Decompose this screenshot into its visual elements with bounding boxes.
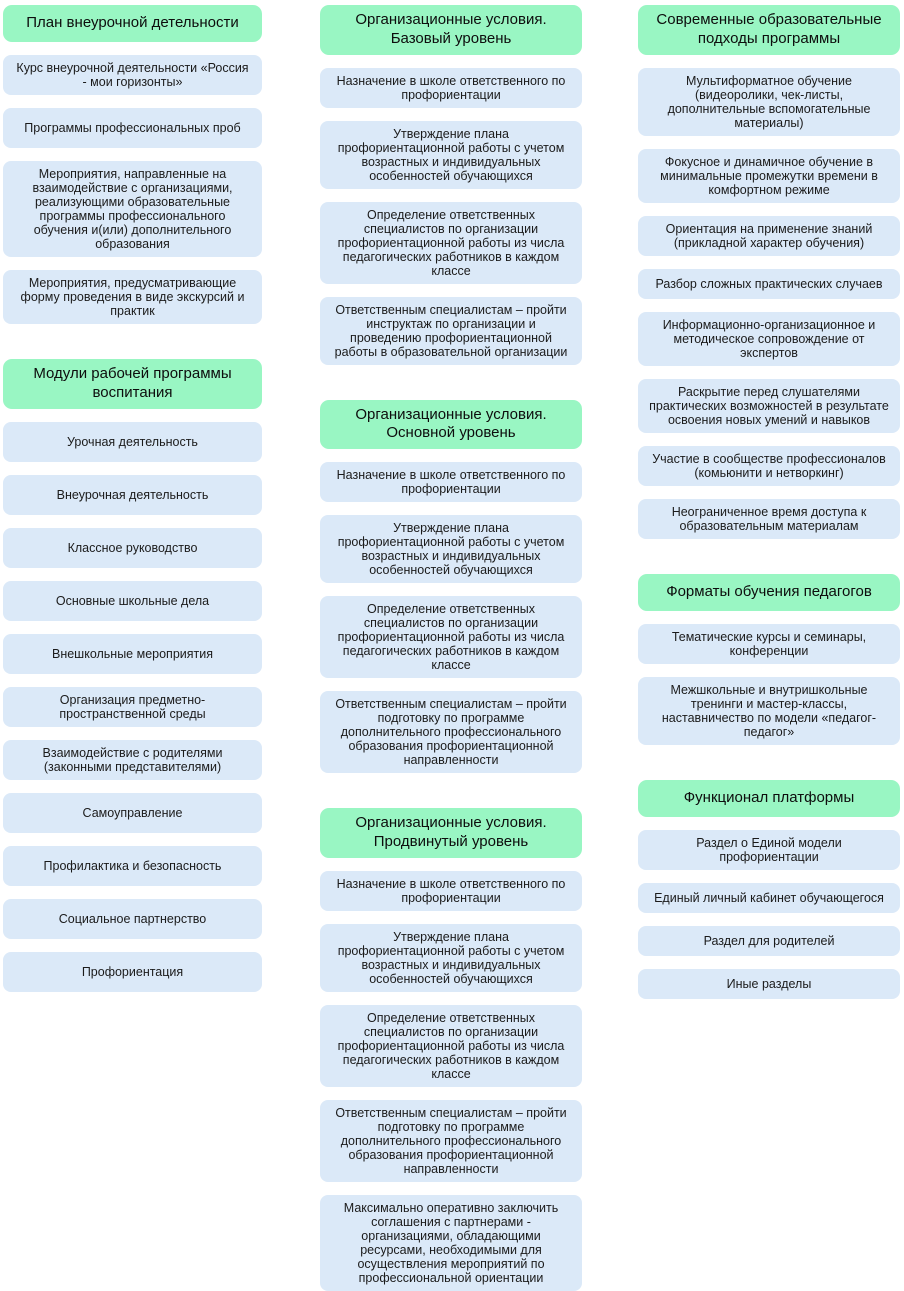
card: Раскрытие перед слушателями практических возможностей в результате освоения новых умений и навыков (638, 379, 900, 433)
section-header: Форматы обучения педагогов (638, 574, 900, 611)
card: Ответственным специалистам – пройти подготовку по программе дополнительного профессионального образования профориентационной направленности (320, 691, 582, 773)
card: Профилактика и безопасность (3, 846, 262, 886)
card: Раздел для родителей (638, 926, 900, 956)
section-approaches-formats-platform-2 (638, 780, 900, 999)
card: Самоуправление (3, 793, 262, 833)
card: Определение ответственных специалистов по организации профориентационной работы из числа педагогических работников в каждом классе (320, 202, 582, 284)
section-header: Организационные условия. Продвинутый уровень (320, 808, 582, 858)
card: Межшкольные и внутришкольные тренинги и мастер-классы, наставничество по модели «педагог-педагог» (638, 677, 900, 745)
section-header: Функционал платформы (638, 780, 900, 817)
card: Мультиформатное обучение (видеоролики, чек-листы, дополнительные вспомогательные материалы) (638, 68, 900, 136)
card: Иные разделы (638, 969, 900, 999)
section-plan-and-modules-1 (3, 359, 262, 992)
column-approaches-formats-platform (638, 5, 900, 999)
card: Участие в сообществе профессионалов (комьюнити и нетворкинг) (638, 446, 900, 486)
card: Ориентация на применение знаний (прикладной характер обучения) (638, 216, 900, 256)
section-organizational-conditions-2 (320, 808, 582, 1291)
card: Утверждение плана профориентационной работы с учетом возрастных и индивидуальных особенностей обучающихся (320, 515, 582, 583)
card: Максимально оперативно заключить соглашения с партнерами - организациями, обладающими ресурсами, необходимыми для осуществления мероприятий по профессиональной ориентации (320, 1195, 582, 1291)
card: Организация предметно-пространственной среды (3, 687, 262, 727)
card: Утверждение плана профориентационной работы с учетом возрастных и индивидуальных особенностей обучающихся (320, 924, 582, 992)
card: Разбор сложных практических случаев (638, 269, 900, 299)
card: Раздел о Единой модели профориентации (638, 830, 900, 870)
card: Профориентация (3, 952, 262, 992)
section-organizational-conditions-0 (320, 5, 582, 365)
card: Внешкольные мероприятия (3, 634, 262, 674)
card: Назначение в школе ответственного по профориентации (320, 68, 582, 108)
card: Единый личный кабинет обучающегося (638, 883, 900, 913)
card: Неограниченное время доступа к образовательным материалам (638, 499, 900, 539)
section-header: Организационные условия. Основной уровень (320, 400, 582, 450)
card: Определение ответственных специалистов по организации профориентационной работы из числа педагогических работников в каждом классе (320, 1005, 582, 1087)
card: Мероприятия, предусматривающие форму проведения в виде экскурсий и практик (3, 270, 262, 324)
card: Программы профессиональных проб (3, 108, 262, 148)
card: Назначение в школе ответственного по профориентации (320, 871, 582, 911)
section-approaches-formats-platform-0 (638, 5, 900, 539)
card: Социальное партнерство (3, 899, 262, 939)
card: Взаимодействие с родителями (законными представителями) (3, 740, 262, 780)
section-plan-and-modules-0 (3, 5, 262, 324)
card: Фокусное и динамичное обучение в минимальные промежутки времени в комфортном режиме (638, 149, 900, 203)
section-header: План внеурочной детельности (3, 5, 262, 42)
section-organizational-conditions-1 (320, 400, 582, 774)
card: Урочная деятельность (3, 422, 262, 462)
section-header: Современные образовательные подходы программы (638, 5, 900, 55)
card: Утверждение плана профориентационной работы с учетом возрастных и индивидуальных особенностей обучающихся (320, 121, 582, 189)
card: Назначение в школе ответственного по профориентации (320, 462, 582, 502)
card: Тематические курсы и семинары, конференции (638, 624, 900, 664)
section-approaches-formats-platform-1 (638, 574, 900, 745)
column-organizational-conditions (320, 5, 582, 1291)
section-header: Организационные условия. Базовый уровень (320, 5, 582, 55)
card: Внеурочная деятельность (3, 475, 262, 515)
card: Ответственным специалистам – пройти инструктаж по организации и проведению профориентационной работы в образовательной организации (320, 297, 582, 365)
card: Мероприятия, направленные на взаимодействие с организациями, реализующими образовательные программы профессионального обучения и(или) дополнительного образования (3, 161, 262, 257)
card: Основные школьные дела (3, 581, 262, 621)
card: Информационно-организационное и методическое сопровождение от экспертов (638, 312, 900, 366)
section-header: Модули рабочей программы воспитания (3, 359, 262, 409)
column-plan-and-modules (3, 5, 262, 992)
card: Курс внеурочной деятельности «Россия - мои горизонты» (3, 55, 262, 95)
card: Определение ответственных специалистов по организации профориентационной работы из числа педагогических работников в каждом классе (320, 596, 582, 678)
card: Ответственным специалистам – пройти подготовку по программе дополнительного профессионального образования профориентационной направленности (320, 1100, 582, 1182)
card: Классное руководство (3, 528, 262, 568)
